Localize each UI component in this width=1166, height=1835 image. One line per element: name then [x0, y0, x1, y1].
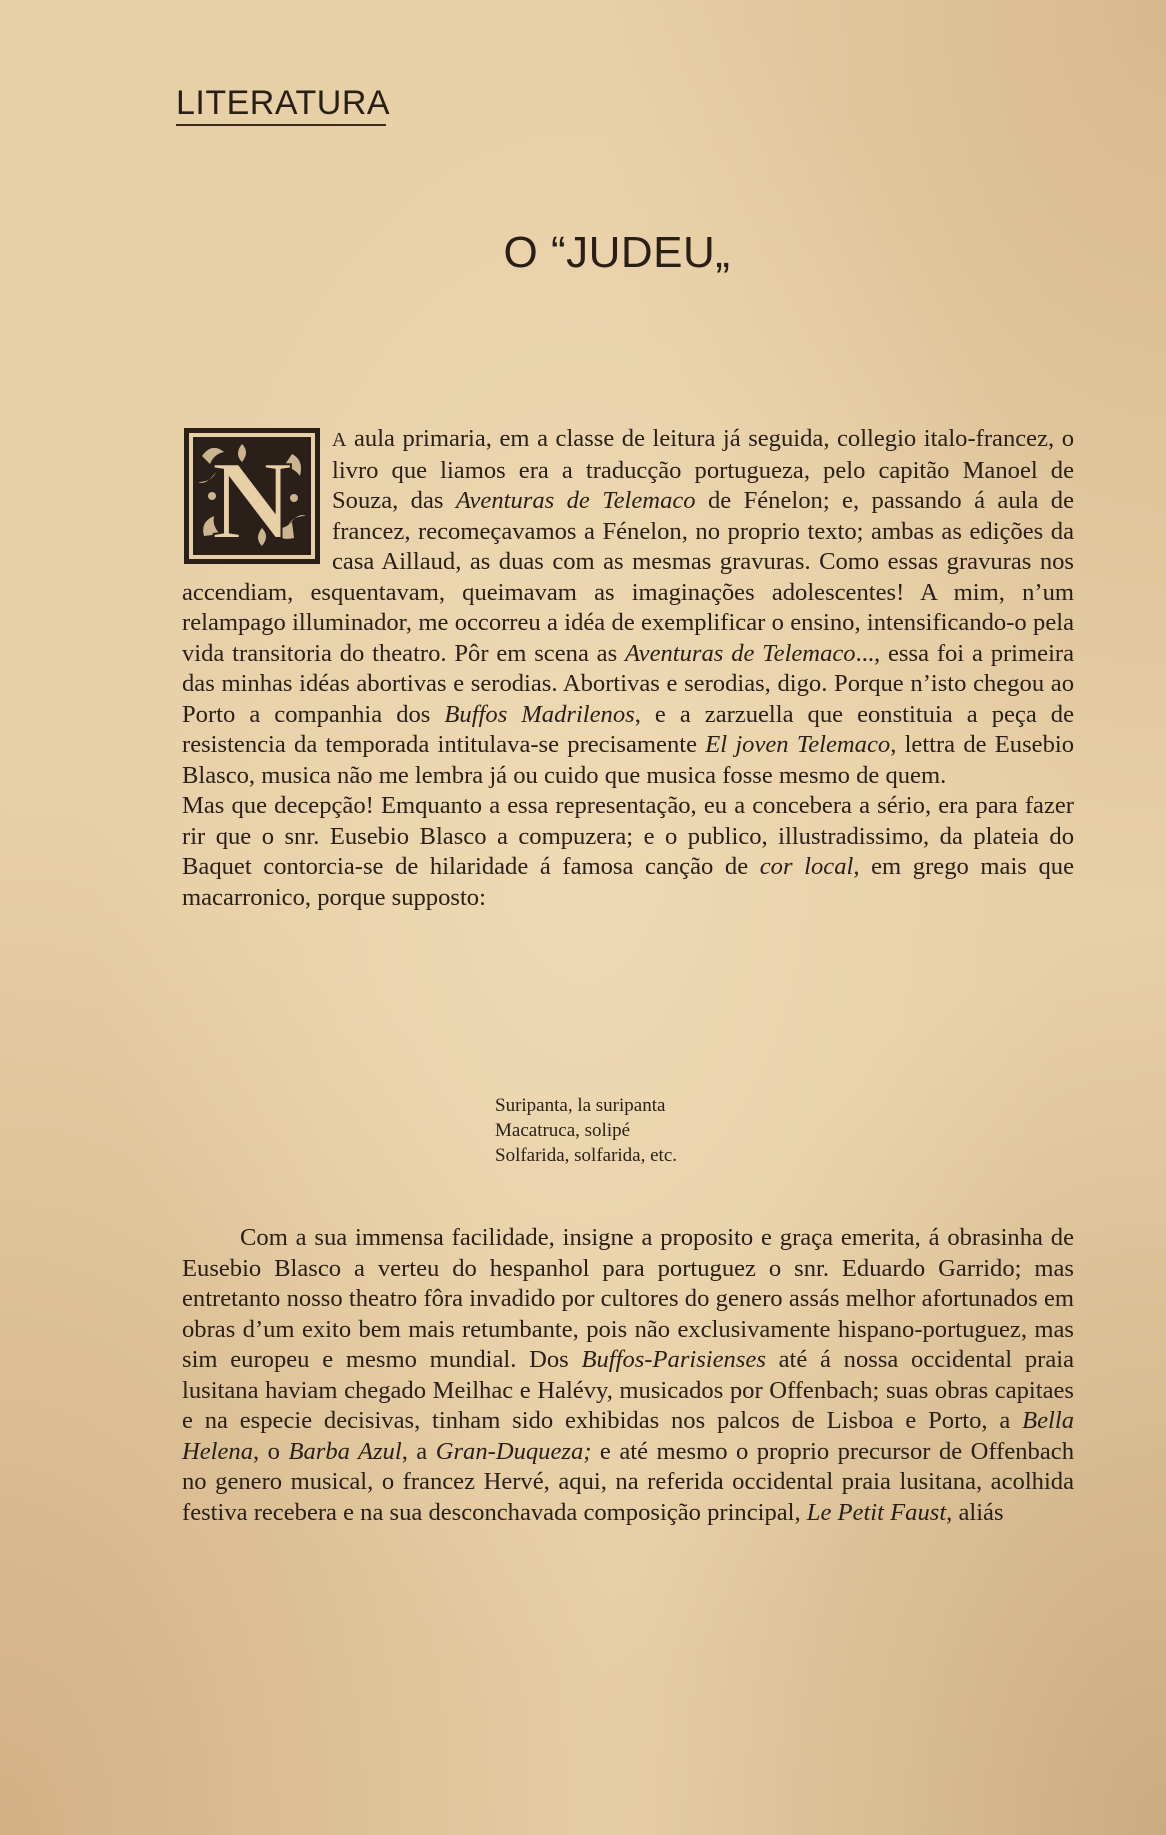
text-run: Com a sua immensa facilidade, insigne a proposito e graça emerita, á obrasinha de Eusebio Blasco a verteu do hespanhol para portuguez o snr. Eduardo Garrido; mas entretanto nosso theatro fôra invadido por cultores do genero assás melhor afortunados em obras d’um exito bem mais retumbante, pois não exclusivamente hispano-portuguez, mas sim europeu e mesmo mundial. Dos: [182, 1224, 1074, 1373]
verse-line: Macatruca, solipé: [495, 1120, 631, 1141]
text-run: Mas que decepção! Emquanto a essa representação, eu a concebera a sério, era para fazer rir que o snr. Eusebio Blasco a compuzera; e o publico, illustradissimo, da plateia do Baquet contorcia-se de hilaridade á famosa canção de: [182, 792, 1074, 880]
text-run: até á nossa occidental praia lusitana haviam chegado Meilhac e Halévy, musicados por Offenbach; suas obras capitaes e na especie decisivas, tinham sido exhibidas nos palcos de Lisboa e Porto, a: [182, 1346, 1074, 1434]
text-run: , em grego mais que macarronico, porque supposto:: [182, 853, 1075, 911]
italic-phrase: cor local: [759, 853, 854, 880]
article-title-text: O “JUDEU„: [503, 228, 731, 277]
verse-quote: [495, 1093, 677, 1168]
section-label: LITERATURA: [176, 84, 391, 122]
paragraph-1-smallcap: A: [332, 429, 347, 451]
section-underline: [176, 124, 386, 126]
text-run: aula primaria, em a classe de leitura já seguida, collegio italo-francez, o livro que liamos era a traducção portugueza, pelo capitão Manoel de Souza, das: [332, 425, 1074, 514]
paragraph-2-text: [182, 791, 1074, 913]
paragraph-1: [182, 424, 1074, 913]
italic-title: Aventuras de Telemaco: [455, 487, 696, 514]
italic-title: Aventuras de Telemaco: [625, 639, 856, 667]
text-run: aliás: [952, 1498, 1004, 1526]
svg-text:N: N: [211, 439, 293, 563]
text-run: , a: [401, 1437, 436, 1465]
article-title: [0, 228, 1166, 278]
italic-title: El joven Telemaco: [705, 731, 891, 758]
italic-title: Gran-Duqueza;: [435, 1437, 592, 1465]
verse-line: Suripanta, la suripanta: [495, 1095, 666, 1116]
italic-title: Le Petit Faust,: [806, 1498, 953, 1526]
verse-line: Solfarida, solfarida, etc.: [495, 1145, 678, 1166]
ornamental-initial-N-icon: [182, 426, 322, 566]
text-run: de Fénelon; e, passando á aula de francez, recomeçavamos a Fénelon, no proprio texto; ambas as edições da casa Aillaud, as duas com as mesmas gravuras. Como essas gravuras nos accendiam, esquentavam, queimavam as imaginações adolescentes! A mim, n’um relampago illuminador, me occorreu a idéa de exemplificar o ensino, intensificando-o pela vida transitoria do theatro. Pôr em scena as: [182, 487, 1074, 667]
italic-title: Barba Azul: [288, 1437, 402, 1465]
text-run: , e a zarzuella que eonstituia a peça de resistencia da temporada intitulava-se precisamente: [182, 700, 1074, 758]
italic-title: Bella Helena: [182, 1407, 1074, 1465]
text-run: e até mesmo o proprio precursor de Offenbach no genero musical, o francez Hervé, aqui, na referida occidental praia lusitana, acolhida festiva recebera e na sua desconchavada composição principal,: [182, 1437, 1074, 1526]
text-run: , lettra de Eusebio Blasco, musica não me lembra já ou cuido que musica fosse mesmo de quem.: [182, 731, 1074, 789]
italic-title: Buffos Madrilenos: [444, 700, 635, 728]
italic-title: Buffos-Parisienses: [581, 1346, 766, 1373]
paragraph-3: [182, 1223, 1074, 1528]
text-run: ..., essa foi a primeira das minhas idéas abortivas e serodias. Abortivas e serodias, digo. Porque n’isto chegou ao Porto a companhia dos: [182, 639, 1075, 728]
paragraph-3-text: [182, 1223, 1074, 1528]
text-run: , o: [253, 1437, 289, 1465]
